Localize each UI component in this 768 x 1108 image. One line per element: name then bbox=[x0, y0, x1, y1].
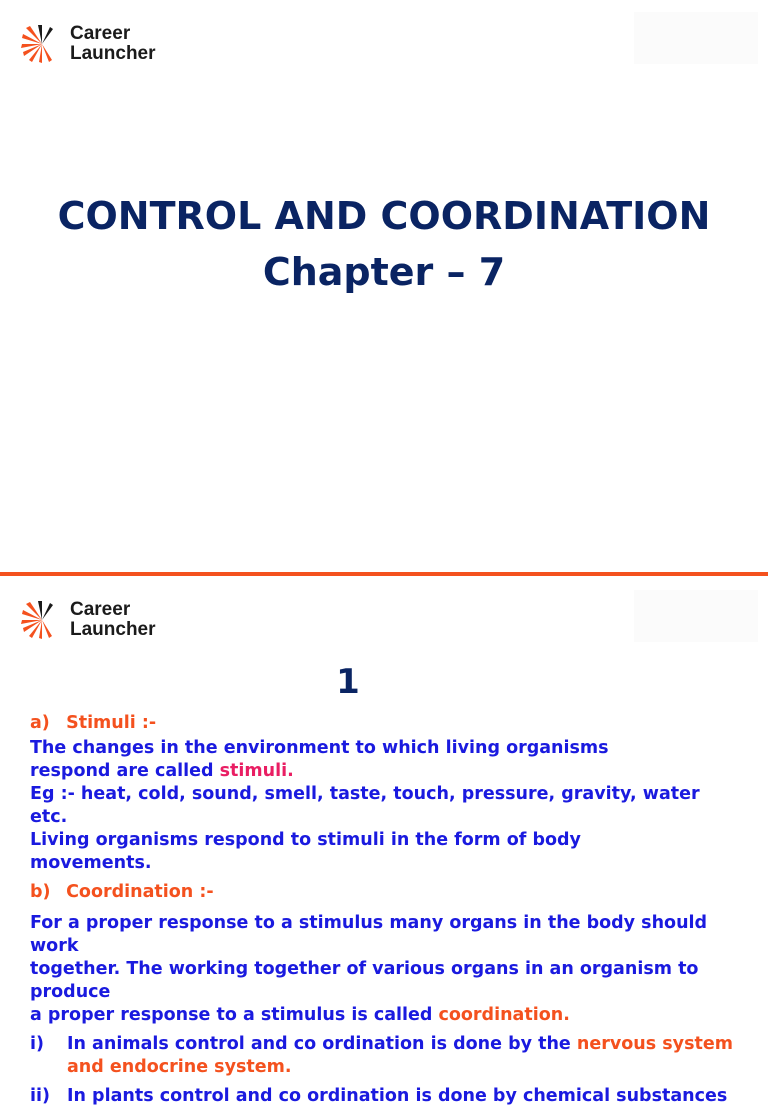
sunburst-logo-icon bbox=[20, 600, 64, 640]
section-a-line: Living organisms respond to stimuli in the form of body bbox=[30, 830, 581, 850]
list-item-term: nervous system and endocrine system. bbox=[67, 1034, 733, 1077]
section-b-label: b) bbox=[30, 882, 51, 902]
coordination-term: coordination. bbox=[438, 1005, 570, 1025]
list-item bbox=[30, 1033, 742, 1079]
section-a-title: Stimuli :- bbox=[66, 713, 157, 733]
section-b-line: For a proper response to a stimulus many organs in the body should work bbox=[30, 913, 708, 956]
logo-line-career: Career bbox=[70, 599, 131, 620]
career-launcher-logo bbox=[20, 24, 156, 64]
section-a-line-text: respond are called bbox=[30, 761, 220, 781]
stimuli-term: stimuli. bbox=[219, 761, 294, 781]
logo-line-launcher: Launcher bbox=[70, 619, 156, 640]
logo-line-career: Career bbox=[70, 23, 131, 44]
slide-title: CONTROL AND COORDINATION bbox=[57, 194, 711, 238]
list-item-body: In animals control and co ordination is done by the bbox=[67, 1034, 577, 1054]
list-item-number: i) bbox=[30, 1034, 44, 1054]
content-slide bbox=[0, 576, 768, 1106]
section-a-line: The changes in the environment to which living organisms bbox=[30, 738, 609, 758]
sunburst-logo-icon bbox=[20, 24, 64, 64]
header-placeholder-box bbox=[634, 590, 758, 642]
page-number: 1 bbox=[336, 662, 360, 702]
chapter-title: Chapter – 7 bbox=[262, 250, 506, 294]
section-a-heading bbox=[30, 712, 742, 735]
section-b-line-text: a proper response to a stimulus is called bbox=[30, 1005, 439, 1025]
logo-line-launcher: Launcher bbox=[70, 43, 156, 64]
slide-content bbox=[30, 712, 742, 1108]
section-a-label: a) bbox=[30, 713, 50, 733]
list-item-number: ii) bbox=[30, 1086, 50, 1106]
section-a-line: Eg :- heat, cold, sound, smell, taste, touch, pressure, gravity, water etc. bbox=[30, 784, 700, 827]
section-a-line: movements. bbox=[30, 853, 152, 873]
section-b-heading bbox=[30, 881, 742, 904]
section-b-title: Coordination :- bbox=[66, 882, 214, 902]
header-placeholder-box bbox=[634, 12, 758, 64]
list-item-body: In plants control and co ordination is done by chemical substances bbox=[67, 1086, 728, 1106]
list-item-text bbox=[67, 1033, 742, 1079]
section-b-line: together. The working together of various organs in an organism to produce bbox=[30, 959, 699, 1002]
career-launcher-logo bbox=[20, 600, 156, 640]
list-item-text bbox=[67, 1085, 742, 1108]
list-item bbox=[30, 1085, 742, 1108]
section-a-line bbox=[30, 760, 742, 783]
